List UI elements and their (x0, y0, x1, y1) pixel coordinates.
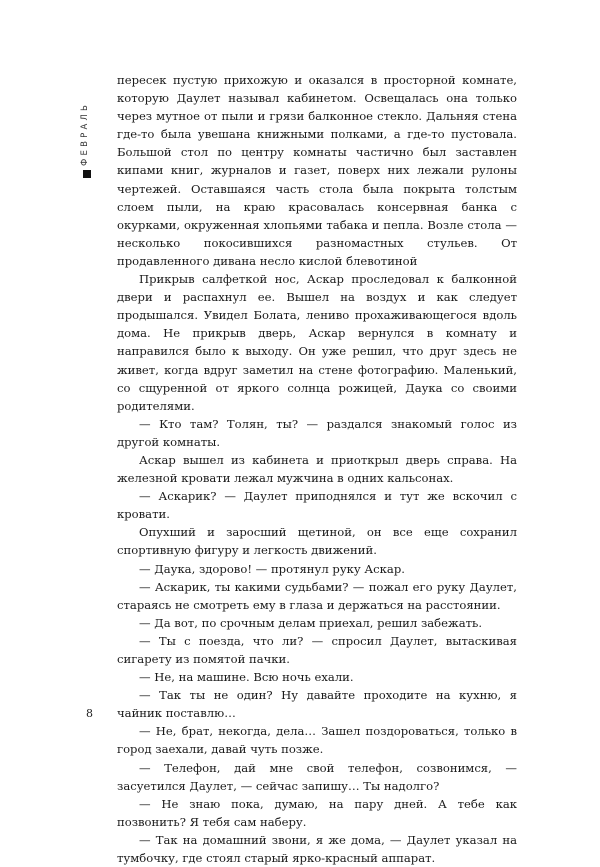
paragraph: — Кто там? Толян, ты? — раздался знакомый голос из другой комнаты. (117, 416, 517, 449)
paragraph: Опухший и заросший щетиной, он все еще сохранил спортивную фигуру и легкость движений. (117, 525, 517, 558)
paragraph: — Ты с поезда, что ли? — спросил Даулет, вытаскивая сигарету из помятой пачки. (117, 633, 517, 666)
paragraph: пересек пустую прихожую и оказался в просторной комнате, которую Даулет называл кабинетом. Освещалась она только через мутное от пыли и грязи балконное стекло. Дальняя стена где-то была увешана книжными полками, а где-то пустовала. Большой стол по центру комнаты частично был заставлен кипами книг, журналов и газет, поверх них лежали рулоны чертежей. Оставшаяся часть стола была покрыта толстым слоем пыли, на краю красовалась консервная банка с окурками, окруженная хлопьями табака и пепла. Возле стола — несколько покосившихся разномастных стульев. От продавленного дивана несло кислой блевотиной (117, 73, 517, 268)
paragraph: Аскар вышел из кабинета и приоткрыл дверь справа. На железной кровати лежал мужчина в одних кальсонах. (117, 452, 517, 486)
section-marker (83, 170, 91, 178)
paragraph: — Аскарик, ты какими судьбами? — пожал его руку Даулет, стараясь не смотреть ему в глаза и держаться на расстоянии. (117, 579, 517, 612)
paragraph: — Не, на машине. Всю ночь ехали. (139, 670, 354, 685)
paragraph: — Аскарик? — Даулет приподнялся и тут же вскочил с кровати. (117, 489, 517, 522)
paragraph: — Да вот, по срочным делам приехал, решил забежать. (139, 615, 483, 630)
running-head: ФЕВРАЛЬ (80, 101, 90, 166)
paragraph: — Даука, здорово! — протянул руку Аскар. (139, 561, 405, 576)
paragraph: — Не знаю пока, думаю, на пару дней. А тебе как позвонить? Я тебя сам наберу. (117, 796, 517, 829)
paragraph: — Так на домашний звони, я же дома, — Даулет указал на тумбочку, где стоял старый ярко-красный аппарат. (117, 832, 517, 866)
paragraph: Прикрыв салфеткой нос, Аскар проследовал к балконной двери и распахнул ее. Вышел на воздух и как следует продышался. Увидел Болата, лениво прохаживающегося вдоль дома. Не прикрыв дверь, Аскар вернулся в комнату и направился было к выходу. Он уже решил, что друг здесь не живет, когда вдруг заметил на стене фотографию. Маленький, со сщуренной от яркого солнца рожицей, Даука со своими родителями. (117, 272, 517, 413)
body-text (117, 71, 517, 867)
paragraph: — Так ты не один? Ну давайте проходите на кухню, я чайник поставлю… (117, 688, 517, 721)
page-number: 8 (86, 707, 93, 720)
paragraph: — Не, брат, некогда, дела… Зашел поздороваться, только в город заехали, давай чуть позже. (117, 724, 517, 757)
paragraph: — Телефон, дай мне свой телефон, созвонимся, — засуетился Даулет, — сейчас запишу… Ты надолго? (117, 760, 517, 793)
